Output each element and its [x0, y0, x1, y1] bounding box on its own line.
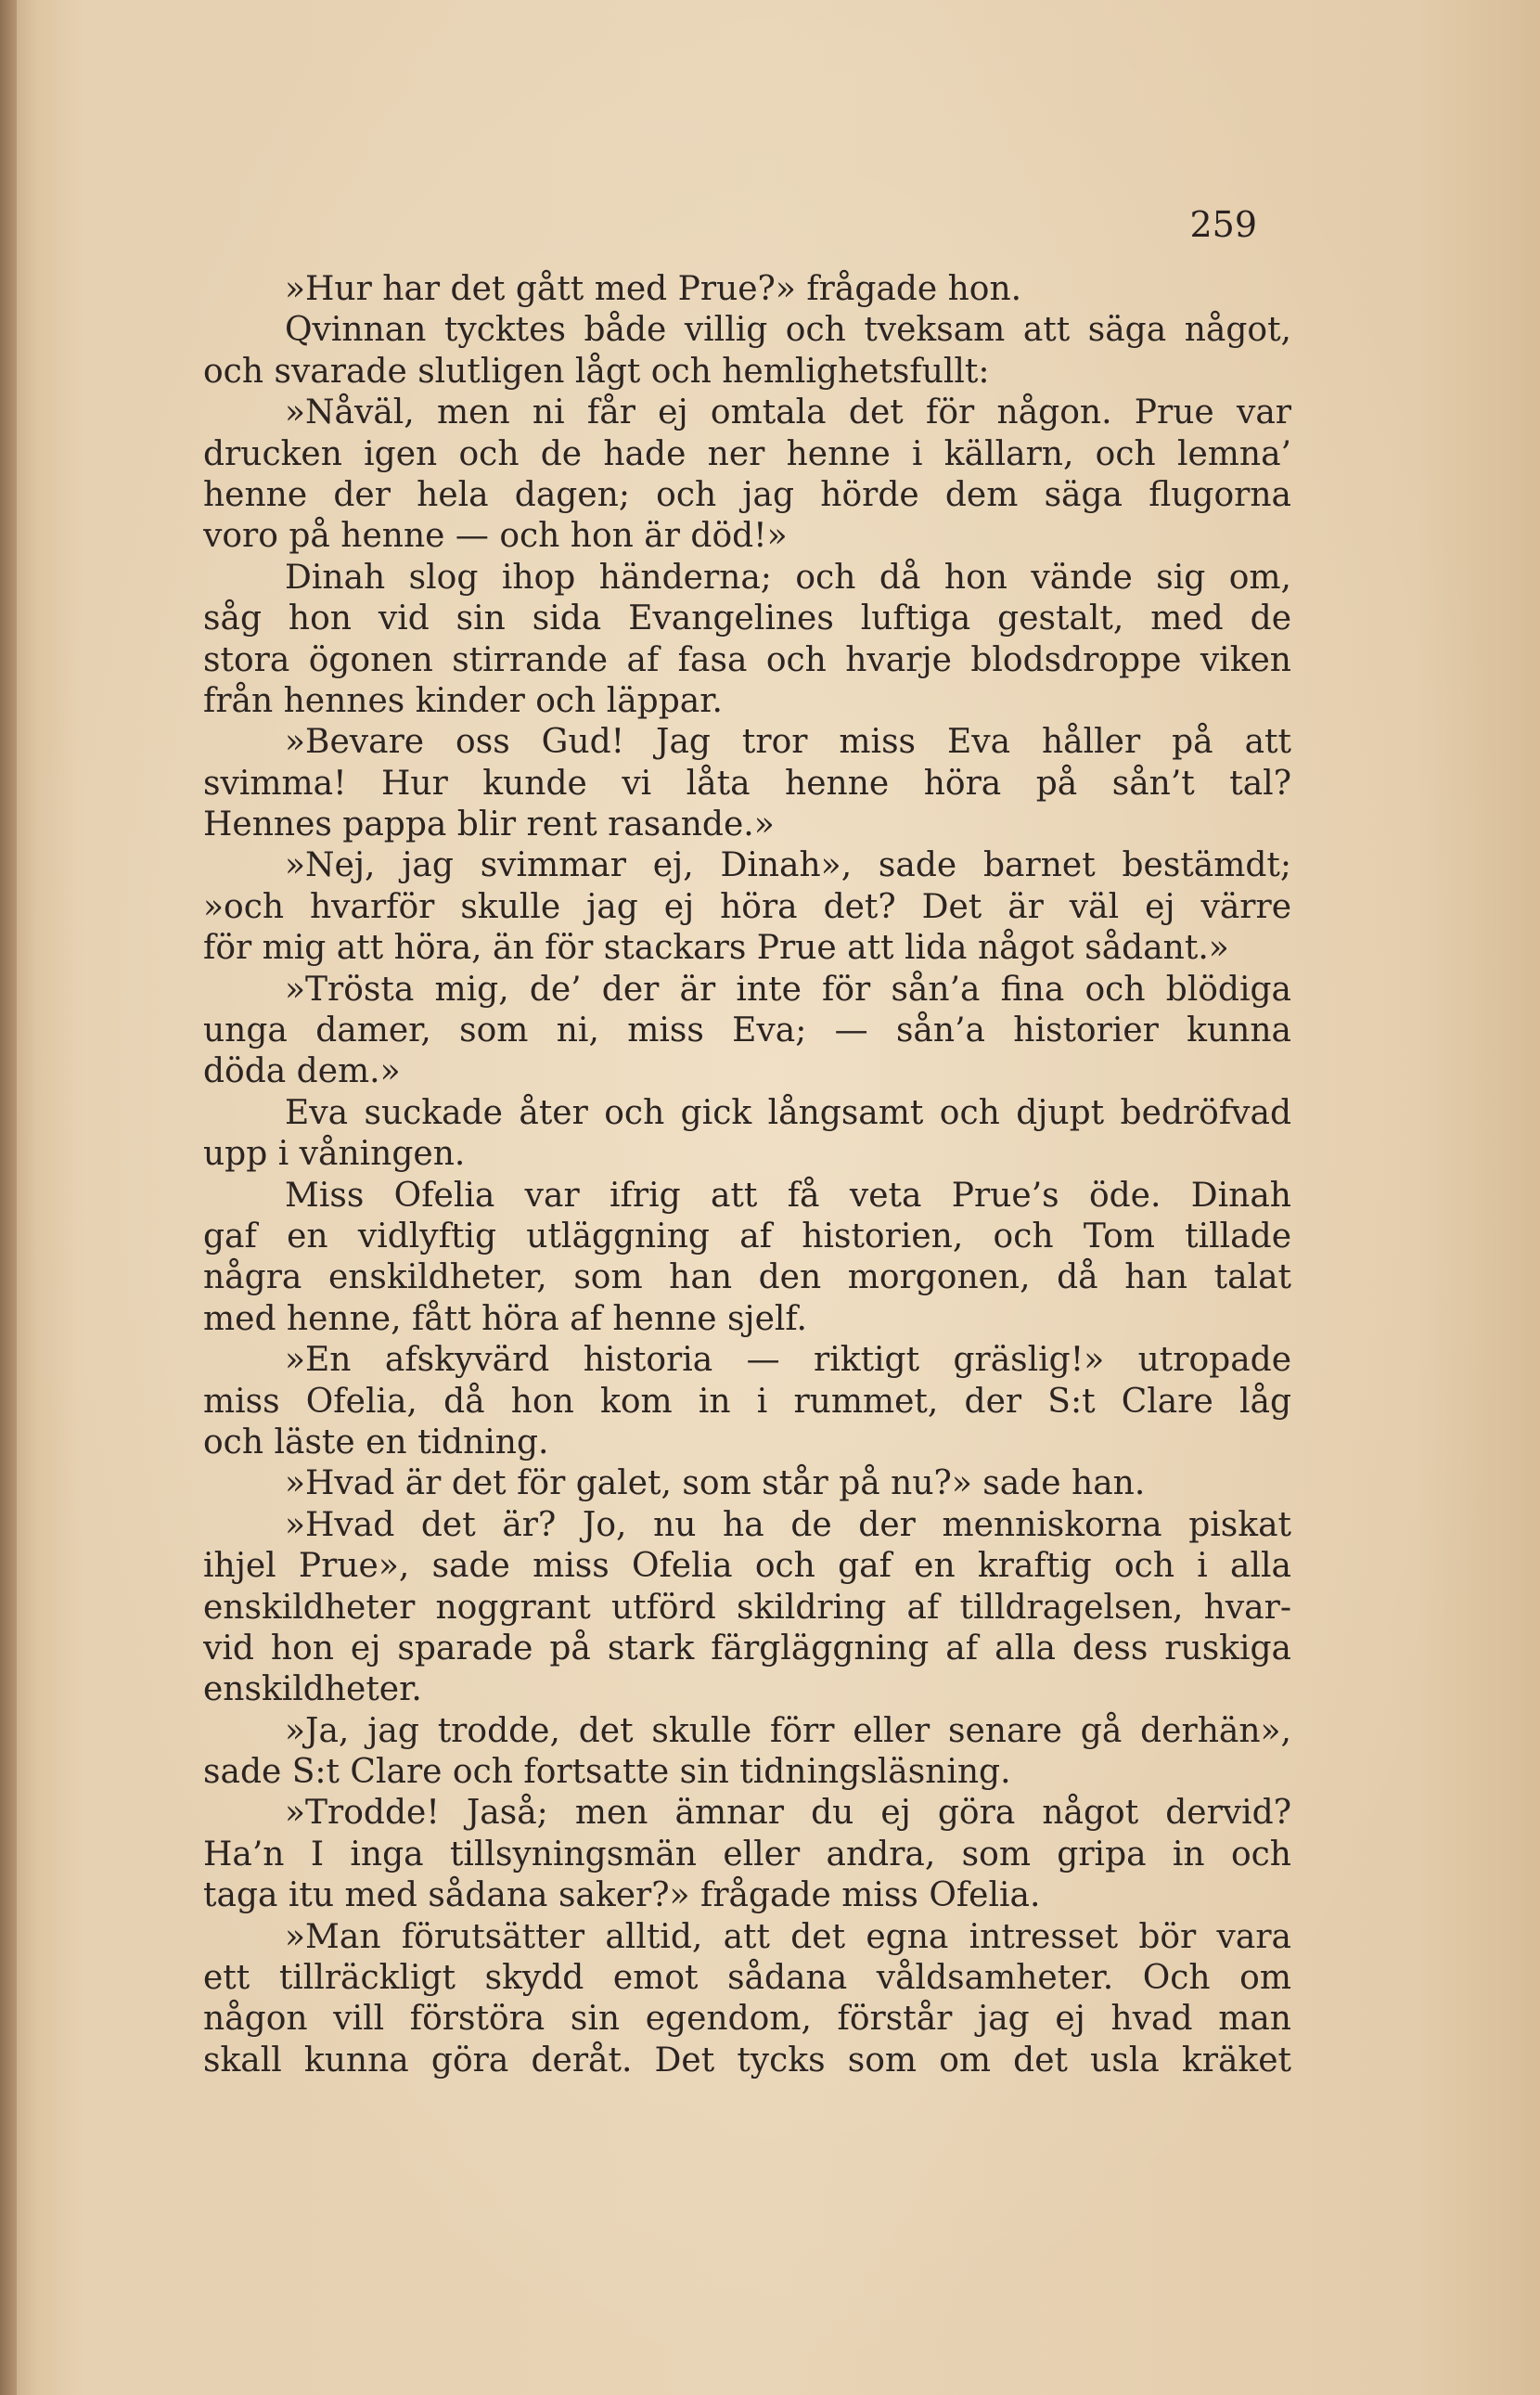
text-line: Eva suckade åter och gick långsamt och djupt bedröfvad	[285, 1093, 1291, 1132]
text-line: »Bevare oss Gud! Jag tror miss Eva håller på att	[285, 723, 1291, 762]
text-line: »Hur har det gått med Prue?» frågade hon.	[285, 270, 1022, 308]
text-line: vid hon ej sparade på stark färgläggning af alla dess ruskiga	[203, 1629, 1291, 1667]
text-line: »Ja, jag trodde, det skulle förr eller senare gå derhän»,	[285, 1711, 1291, 1750]
text-line: Miss Ofelia var ifrig att få veta Prue’s öde. Dinah	[285, 1176, 1291, 1215]
text-line: enskildheter.	[203, 1670, 422, 1709]
text-line: Hennes pappa blir rent rasande.»	[203, 805, 775, 844]
text-line: svimma! Hur kunde vi låta henne höra på sån’t tal?	[203, 764, 1291, 803]
text-line: och läste en tidning.	[203, 1423, 549, 1461]
text-line: »Hvad det är? Jo, nu ha de der menniskorna piskat	[285, 1505, 1291, 1544]
text-line: ihjel Prue», sade miss Ofelia och gaf en kraftig och i alla	[203, 1547, 1291, 1586]
text-line: drucken igen och de hade ner henne i källarn, och lemna’	[203, 434, 1291, 473]
text-line: gaf en vidlyftig utläggning af historien, och Tom tillade	[203, 1217, 1291, 1255]
text-line: taga itu med sådana saker?» frågade miss Ofelia.	[203, 1876, 1041, 1915]
text-line: ett tillräckligt skydd emot sådana våldsamheter. Och om	[203, 1959, 1291, 1998]
text-line: upp i våningen.	[203, 1135, 466, 1174]
text-line: döda dem.»	[203, 1052, 401, 1091]
text-line: »Nåväl, men ni får ej omtala det för någon. Prue var	[285, 393, 1291, 432]
text-line: några enskildheter, som han den morgonen, då han talat	[203, 1258, 1291, 1297]
text-line: »Trösta mig, de’ der är inte för sån’a fina och blödiga	[285, 970, 1291, 1009]
text-line: Qvinnan tycktes både villig och tveksam att säga något,	[285, 311, 1291, 350]
text-line: henne der hela dagen; och jag hörde dem säga flugorna	[203, 475, 1291, 514]
text-line: »Trodde! Jaså; men ämnar du ej göra något dervid?	[285, 1794, 1291, 1833]
page-binding-edge	[0, 0, 17, 2395]
text-line: enskildheter noggrant utförd skildring af tilldragelsen, hvar-	[203, 1588, 1291, 1627]
text-line: »En afskyvärd historia — riktigt gräslig!» utropade	[285, 1341, 1291, 1380]
text-line: stora ögonen stirrande af fasa och hvarje blodsdroppe viken	[203, 640, 1291, 679]
text-line: »och hvarför skulle jag ej höra det? Det är väl ej värre	[203, 887, 1291, 926]
text-line: skall kunna göra deråt. Det tycks som om det usla kräket	[203, 2041, 1291, 2080]
text-line: »Hvad är det för galet, som står på nu?» sade han.	[285, 1464, 1146, 1503]
text-line: från hennes kinder och läppar.	[203, 681, 723, 720]
body-text	[203, 269, 1291, 2081]
text-line: för mig att höra, än för stackars Prue att lida något sådant.»	[203, 929, 1229, 968]
text-line: Ha’n I inga tillsyningsmän eller andra, som gripa in och	[203, 1835, 1291, 1874]
text-line: Dinah slog ihop händerna; och då hon vände sig om,	[285, 558, 1291, 597]
text-line: med henne, fått höra af henne sjelf.	[203, 1299, 807, 1338]
text-line: någon vill förstöra sin egendom, förstår jag ej hvad man	[203, 2000, 1291, 2039]
text-line: sade S:t Clare och fortsatte sin tidningsläsning.	[203, 1753, 1011, 1792]
text-line: miss Ofelia, då hon kom in i rummet, der S:t Clare låg	[203, 1382, 1291, 1421]
text-line: såg hon vid sin sida Evangelines luftiga gestalt, med de	[203, 599, 1291, 638]
text-line: och svarade slutligen lågt och hemlighetsfullt:	[203, 352, 990, 391]
text-line: voro på henne — och hon är död!»	[203, 517, 788, 556]
text-line: »Man förutsätter alltid, att det egna intresset bör vara	[285, 1917, 1291, 1956]
page-number: 259	[1189, 204, 1257, 245]
text-line: unga damer, som ni, miss Eva; — sån’a historier kunna	[203, 1011, 1291, 1050]
text-line: »Nej, jag svimmar ej, Dinah», sade barnet bestämdt;	[285, 846, 1291, 885]
